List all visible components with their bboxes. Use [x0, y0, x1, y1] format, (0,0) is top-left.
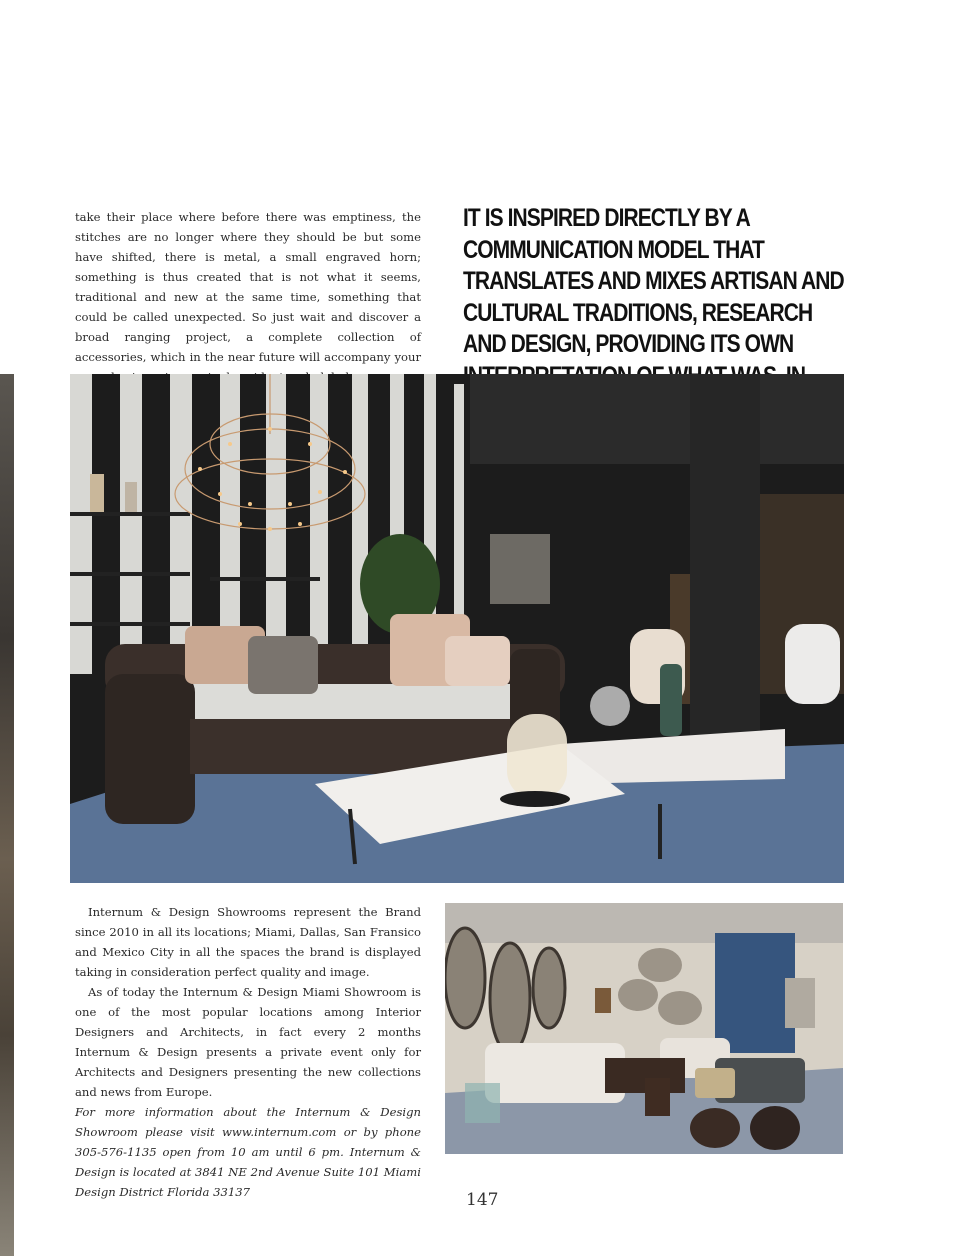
intro-paragraph: take their place where before there was emptiness, the stitches are no longer where they should be but some have shifted, there is metal, a small engraved horn; something is thus created that is not what it seems, traditional and new at the same time, something that could be called unexpected. So just wait and discover a broad ranging project, a complete collection of accessories, which in the near future will accompany your — [75, 210, 421, 364]
miami-showroom-paragraph: As of today the Internum & Design Miami Showroom is one of the most popular locations among Interior Designers and Architects, in fact every 2 months Internum & Design presents a private event only for Architects and Designers presenting the new collections and news from Europe. — [75, 985, 421, 1099]
showroom-living-room-photo — [70, 374, 844, 883]
page-number: 147 — [466, 1190, 499, 1210]
contact-info: For more information about the Internum & Design Showroom please visit www.internum.com or by phone 305-576-1135 open from 10 am until 6 pm. Internum & Design is located at 3841 NE 2nd Avenue Suite 101 Miami Design District Florida 33137 — [75, 1105, 421, 1199]
adjacent-page-edge — [0, 374, 14, 1256]
showrooms-paragraph: Internum & Design Showrooms represent the Brand since 2010 in all its locations; Miami, Dallas, San Fransico and Mexico City in all the spaces the brand is displayed taking in consideration perfect quality and image. — [75, 905, 421, 979]
body-text-column — [75, 902, 421, 1202]
pull-quote: IT IS INSPIRED DIRECTLY BY A COMMUNICATION MODEL THAT TRANSLATES AND MIXES ARTISAN AND CULTURAL TRADITIONS, RESEARCH AND DESIGN, PROVIDING ITS OWN — [463, 204, 844, 358]
showroom-mirrors-photo — [445, 903, 843, 1154]
